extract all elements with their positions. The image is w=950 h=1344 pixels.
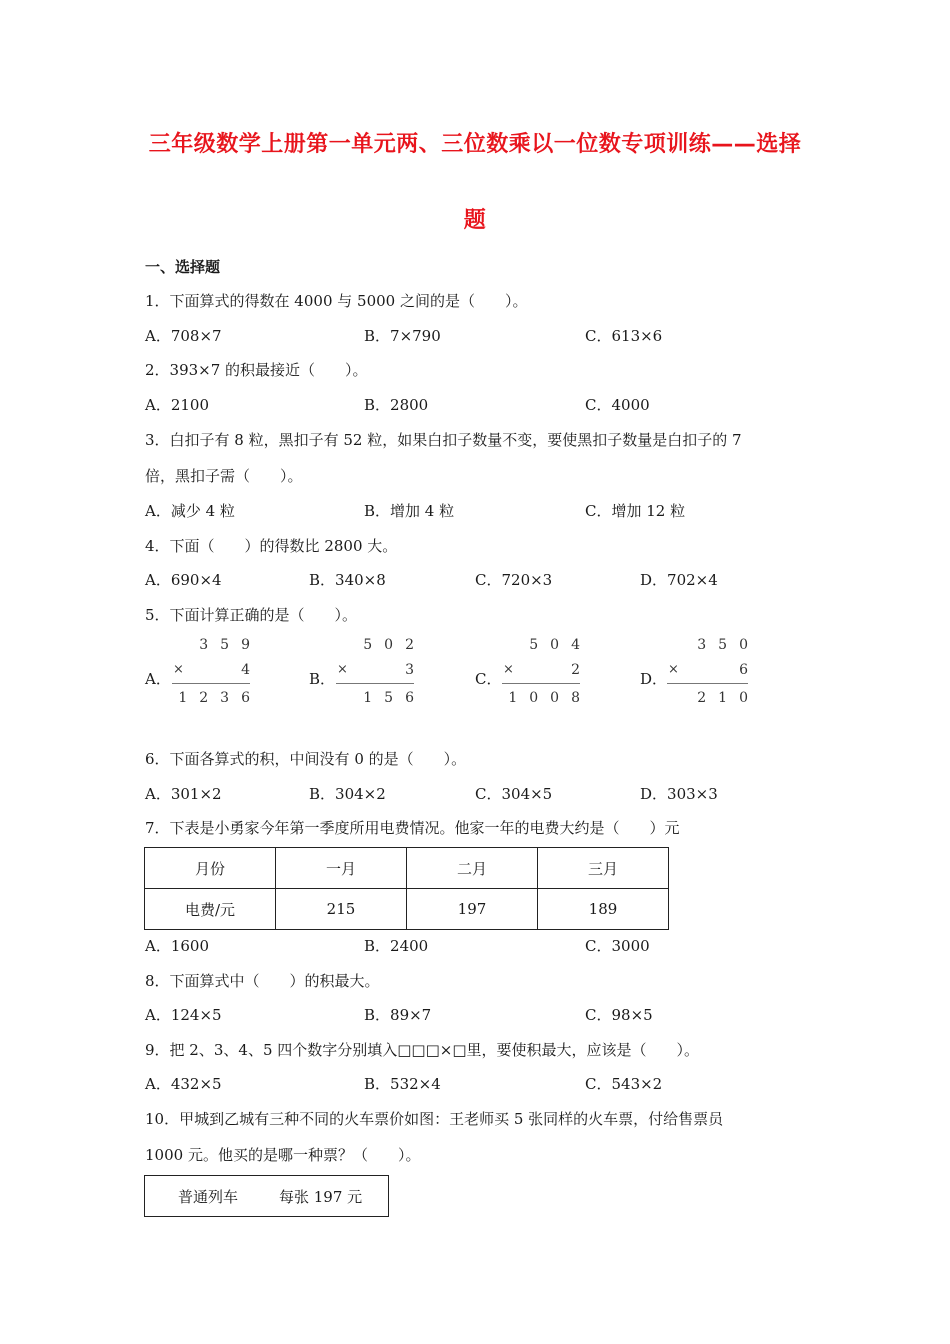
question-4-option-d: D．702×4 <box>640 571 718 589</box>
multiplier: 4 <box>241 662 262 678</box>
question-4-option-b: B．340×8 <box>309 571 386 589</box>
question-2-option-a: A．2100 <box>145 396 210 414</box>
ticket-type: 普通列车 <box>178 1188 239 1206</box>
question-3-option-b: B．增加 4 粒 <box>364 502 455 520</box>
question-6-option-d: D．303×3 <box>640 785 718 803</box>
question-1-text: 1．下面算式的得数在 4000 与 5000 之间的是（ ）。 <box>145 292 528 310</box>
question-9-option-a: A．432×5 <box>145 1075 222 1093</box>
calc-divider-line <box>336 683 414 684</box>
question-4-option-a: A．690×4 <box>145 571 222 589</box>
option-label: B． <box>309 670 336 688</box>
section-heading: 一、选择题 <box>145 258 221 276</box>
question-9-option-c: C．543×2 <box>585 1075 663 1093</box>
document-title-line-1: 三年级数学上册第一单元两、三位数乘以一位数专项训练——选择 <box>148 132 802 157</box>
table-header-cell: 三月 <box>538 848 669 889</box>
question-10-text-line-2: 1000 元。他买的是哪一种票？（ ）。 <box>145 1146 421 1164</box>
question-8-text: 8．下面算式中（ ）的积最大。 <box>145 972 380 990</box>
product: 1236 <box>178 690 262 706</box>
question-5-option-c <box>475 637 592 709</box>
table-cell: 215 <box>276 889 407 930</box>
calc-divider-line <box>502 683 580 684</box>
multiply-sign-icon: × <box>173 662 184 677</box>
question-2-option-c: C．4000 <box>585 396 650 414</box>
question-5-text: 5．下面计算正确的是（ ）。 <box>145 606 358 624</box>
ticket-price-box <box>144 1175 389 1217</box>
calc-divider-line <box>172 683 250 684</box>
question-2-text: 2．393×7 的积最接近（ ）。 <box>145 361 368 379</box>
multiplier: 2 <box>571 662 592 678</box>
question-10-text-line-1: 10．甲城到乙城有三种不同的火车票价如图：王老师买 5 张同样的火车票，付给售票员 <box>145 1110 724 1128</box>
multiply-sign-icon: × <box>668 662 679 677</box>
table-header-cell: 二月 <box>407 848 538 889</box>
question-3-option-a: A．减少 4 粒 <box>145 502 235 520</box>
table-header-cell: 月份 <box>145 848 276 889</box>
question-6-option-b: B．304×2 <box>309 785 386 803</box>
question-8-option-a: A．124×5 <box>145 1006 222 1024</box>
table-row <box>145 889 669 930</box>
table-cell: 电费/元 <box>145 889 276 930</box>
question-8-option-c: C．98×5 <box>585 1006 653 1024</box>
multiplier: 6 <box>739 662 760 678</box>
question-5-option-d <box>640 637 760 709</box>
document-title-line-2: 题 <box>463 208 487 233</box>
question-6-option-a: A．301×2 <box>145 785 222 803</box>
question-4-text: 4．下面（ ）的得数比 2800 大。 <box>145 537 398 555</box>
multiply-sign-icon: × <box>503 662 514 677</box>
option-label: C． <box>475 670 502 688</box>
calc-divider-line <box>667 683 748 684</box>
multiplicand: 359 <box>199 637 262 653</box>
question-5-option-b <box>309 637 426 709</box>
question-7-option-b: B．2400 <box>364 937 429 955</box>
question-9-option-b: B．532×4 <box>364 1075 441 1093</box>
table-header-cell: 一月 <box>276 848 407 889</box>
product: 210 <box>697 690 760 706</box>
question-8-option-b: B．89×7 <box>364 1006 432 1024</box>
question-7-option-c: C．3000 <box>585 937 650 955</box>
electricity-fee-table <box>144 847 669 930</box>
question-4-option-c: C．720×3 <box>475 571 553 589</box>
question-7-option-a: A．1600 <box>145 937 210 955</box>
multiplier: 3 <box>405 662 426 678</box>
question-3-text-line-1: 3．白扣子有 8 粒，黑扣子有 52 粒，如果白扣子数量不变，要使黑扣子数量是白扣子的 7 <box>145 431 742 449</box>
question-2-option-b: B．2800 <box>364 396 429 414</box>
table-cell: 197 <box>407 889 538 930</box>
ticket-price: 每张 197 元 <box>279 1188 363 1206</box>
question-1-option-c: C．613×6 <box>585 327 663 345</box>
option-label: D． <box>640 670 668 688</box>
product: 156 <box>363 690 426 706</box>
question-5-option-a <box>145 637 262 709</box>
multiplicand: 504 <box>529 637 592 653</box>
product: 1008 <box>508 690 592 706</box>
question-3-option-c: C．增加 12 粒 <box>585 502 686 520</box>
question-3-text-line-2: 倍，黑扣子需（ ）。 <box>145 467 303 485</box>
question-1-option-b: B．7×790 <box>364 327 441 345</box>
question-9-text: 9．把 2、3、4、5 四个数字分别填入□□□×□里，要使积最大，应该是（ ）。 <box>145 1041 700 1059</box>
table-header-row <box>145 848 669 889</box>
multiplicand: 350 <box>697 637 760 653</box>
question-6-text: 6．下面各算式的积，中间没有 0 的是（ ）。 <box>145 750 467 768</box>
table-cell: 189 <box>538 889 669 930</box>
multiply-sign-icon: × <box>337 662 348 677</box>
question-1-option-a: A．708×7 <box>145 327 222 345</box>
question-6-option-c: C．304×5 <box>475 785 553 803</box>
multiplicand: 502 <box>363 637 426 653</box>
option-label: A． <box>145 670 171 688</box>
question-7-text: 7．下表是小勇家今年第一季度所用电费情况。他家一年的电费大约是（ ）元 <box>145 819 680 837</box>
